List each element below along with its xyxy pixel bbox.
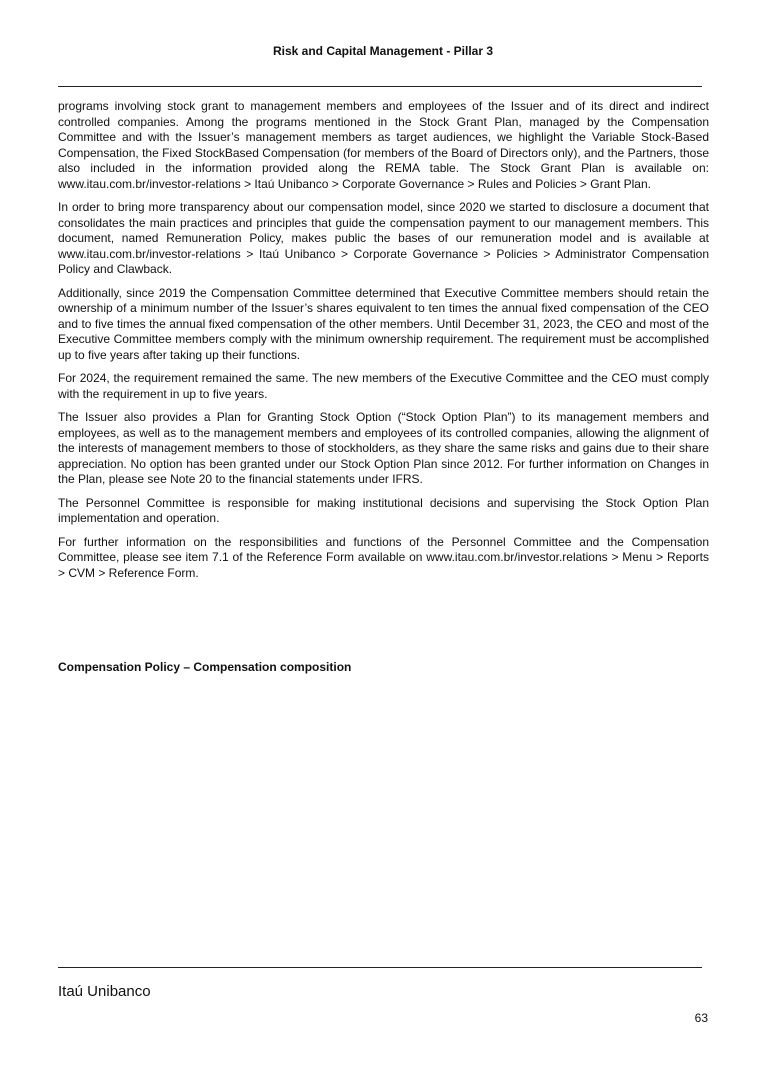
paragraph-personnel-committee: The Personnel Committee is responsible for making institutional decisions and supervising the Stock Option Plan implementation and operation. [58, 495, 709, 525]
page-header-title: Risk and Capital Management - Pillar 3 [272, 44, 494, 58]
section-heading: Compensation Policy – Compensation composition [58, 660, 352, 674]
paragraph-stock-grant-plan: programs involving stock grant to management members and employees of the Issuer and of its direct and indirect controlled companies. Among the programs mentioned in the Stock Grant Plan, managed by the Compensation Committee and with the Issuer’s management members as target audiences, we highlight the Variable Stock-Based Compensation, the Fixed StockBased Compensation (for members of the Board of Directors only), and the Partners, those also included in the information provided along the REMA table. The Stock Grant Plan is available on: www.itau.com.br/investor-relations > Itaú Unibanco > Corporate Governance > Rules and Policies > Grant Plan. [58, 99, 709, 191]
footer-organization: Itaú Unibanco [58, 983, 151, 1000]
paragraph-stock-option-plan: The Issuer also provides a Plan for Granting Stock Option (“Stock Option Plan”) to its management members and employees, as well as to the management members and employees of its controlled companies, allowing the alignment of the interests of management members to those of stockholders, as they share the same risks and gains due to their share appreciation. No option has been granted under our Stock Option Plan since 2012. For further information on Changes in the Plan, please see Note 20 to the financial statements under IFRS. [58, 410, 709, 486]
paragraph-further-information: For further information on the responsibilities and functions of the Personnel Committee and the Compensation Committee, please see item 7.1 of the Reference Form available on www.itau.com.br/investor.relations > Menu > Reports > CVM > Reference Form. [58, 534, 709, 580]
paragraph-2024-requirement: For 2024, the requirement remained the same. The new members of the Executive Committee and the CEO must comply with the requirement in up to five years. [58, 371, 709, 401]
page-number: 63 [694, 1011, 708, 1025]
header-divider [58, 86, 702, 87]
paragraph-share-ownership: Additionally, since 2019 the Compensation Committee determined that Executive Committee members should retain the ownership of a minimum number of the Issuer’s shares equivalent to ten times the annual fixed compensation of the CEO and to five times the annual fixed compensation of the other members. Until December 31, 2023, the CEO and most of the Executive Committee members comply with the minimum ownership requirement. The requirement must be accomplished up to five years after taking up their functions. [58, 285, 709, 362]
body-text [58, 99, 709, 589]
footer-divider [58, 967, 702, 968]
paragraph-remuneration-policy: In order to bring more transparency about our compensation model, since 2020 we started to disclosure a document that consolidates the main practices and principles that guide the compensation payment to our management members. This document, named Remuneration Policy, makes public the bases of our remuneration model and is available at www.itau.com.br/investor-relations > Itaú Unibanco > Corporate Governance > Policies > Administrator Compensation Policy and Clawback. [58, 200, 709, 276]
